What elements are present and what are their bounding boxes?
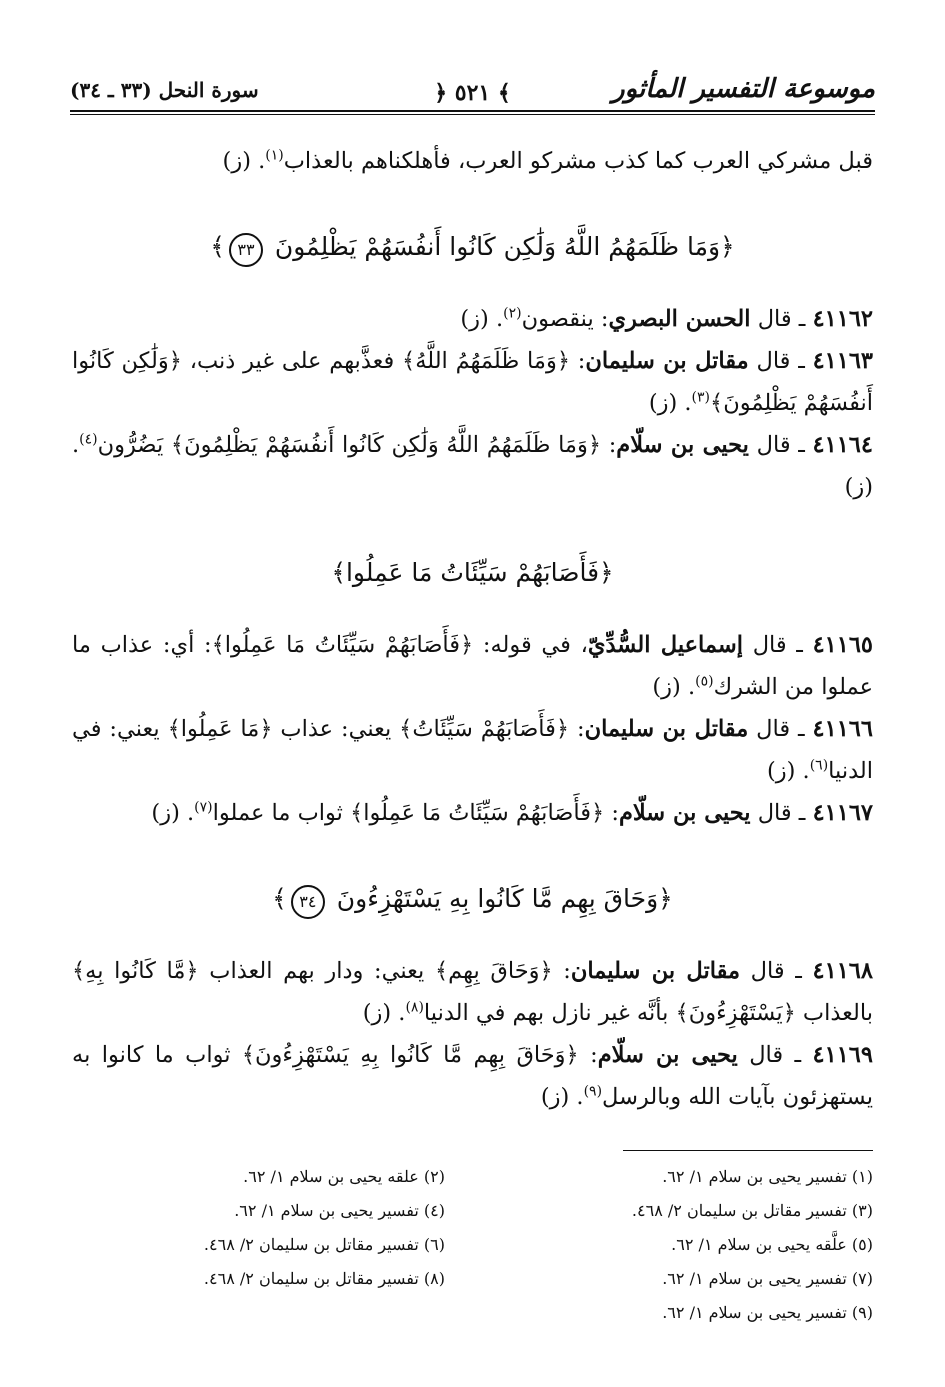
footnote-marker: (٤) [79, 431, 98, 448]
footnote-marker: (٣) [691, 389, 711, 406]
footnote-8: (٨) تفسير مقاتل بن سليمان ٢/ ٤٦٨. [203, 1269, 445, 1288]
ayah-number-badge: ٣٣ [229, 233, 263, 267]
intro-paragraph: قبل مشركي العرب كما كذب مشركو العرب، فأهلكناهم بالعذاب$^{(١)}$. (ز) [222, 147, 873, 174]
ayah-heading-fa-asabahum: ﴿فَأَصَابَهُمْ سَيِّئَاتُ مَا عَمِلُوا﴾ [331, 558, 614, 587]
footnotes-right-column [493, 1160, 873, 1330]
footnote-2: (٢) علقه يحيى بن سلام ١/ ٦٢. [243, 1167, 445, 1186]
ayah-number-badge: ٣٤ [291, 885, 325, 919]
footnote-marker: (٢) [503, 305, 522, 322]
footnote-marker: (٧) [194, 799, 213, 816]
footnote-separator [623, 1150, 873, 1151]
narration-41168: ٤١١٦٨ ـ قال مقاتل بن سليمان: ﴿وَحَاقَ بِهِم﴾ يعني: ودار بهم العذاب ﴿مَّا كَانُوا بِهِ﴾ بالعذاب ﴿يَسْتَهْزِءُونَ﴾ بأنَّه غير نازل بهم في الدنيا$^{(٨)}$. (ز) [72, 958, 873, 1026]
narration-41169: ٤١١٦٩ ـ قال يحيى بن سلّام: ﴿وَحَاقَ بِهِم مَّا كَانُوا بِهِ يَسْتَهْزِءُونَ﴾ ثواب ما كانوا به يستهزئون بآيات الله وبالرسل$^{(٩)}$. (ز) [72, 1042, 873, 1110]
ayah-heading-34: ﴿وَحَاقَ بِهِم مَّا كَانُوا بِهِ يَسْتَهْزِءُونَ ٣٤﴾ [72, 878, 873, 920]
page-number: ﴾ ٥٢١ ﴿ [426, 80, 519, 106]
footnote-marker: (٦) [809, 757, 829, 774]
header-rule-thin [70, 114, 875, 115]
surah-label: سورة النحل (٣٣ ـ ٣٤) [70, 78, 259, 102]
narration-41166: ٤١١٦٦ ـ قال مقاتل بن سليمان: ﴿فَأَصَابَهُمْ سَيِّئَاتُ﴾ يعني: عذاب ﴿مَا عَمِلُوا﴾ يعني: في الدنيا$^{(٦)}$. (ز) [72, 716, 873, 784]
main-text [72, 140, 873, 1118]
narration-41162: ٤١١٦٢ ـ قال الحسن البصري: ينقصون$^{(٢)}$. (ز) [460, 305, 873, 332]
footnote-3: (٣) تفسير مقاتل بن سليمان ٢/ ٤٦٨. [631, 1201, 873, 1220]
footnote-marker: (٩) [583, 1083, 603, 1100]
ayah-heading-33: ﴿وَمَا ظَلَمَهُمُ اللَّهُ وَلَٰكِن كَانُوا أَنفُسَهُمْ يَظْلِمُونَ ٣٣﴾ [72, 226, 873, 268]
book-title: موسوعة التفسير المأثور [612, 74, 875, 104]
footnotes-left-column [85, 1160, 445, 1296]
footnote-marker: (٥) [695, 673, 714, 690]
footnote-1: (١) تفسير يحيى بن سلام ١/ ٦٢. [662, 1167, 873, 1186]
footnote-7: (٧) تفسير يحيى بن سلام ١/ ٦٢. [662, 1269, 873, 1288]
header-rule [70, 110, 875, 112]
footnote-4: (٤) تفسير يحيى بن سلام ١/ ٦٢. [234, 1201, 445, 1220]
footnote-marker: (٨) [405, 999, 424, 1016]
narration-41164: ٤١١٦٤ ـ قال يحيى بن سلّام: ﴿وَمَا ظَلَمَهُمُ اللَّهُ وَلَٰكِن كَانُوا أَنفُسَهُمْ يَظْلِمُونَ﴾ يَضُرُّون$^{(٤)}$. (ز) [72, 431, 873, 500]
narration-41165: ٤١١٦٥ ـ قال إسماعيل السُّدِّيّ، في قوله: ﴿فَأَصَابَهُمْ سَيِّئَاتُ مَا عَمِلُوا﴾: أي: عذاب ما عملوا من الشرك$^{(٥)}$. (ز) [72, 632, 873, 700]
narration-41167: ٤١١٦٧ ـ قال يحيى بن سلّام: ﴿فَأَصَابَهُمْ سَيِّئَاتُ مَا عَمِلُوا﴾ ثواب ما عملوا$^{(٧)}$. (ز) [151, 799, 873, 826]
narration-41163: ٤١١٦٣ ـ قال مقاتل بن سليمان: ﴿وَمَا ظَلَمَهُمُ اللَّهُ﴾ فعذَّبهم على غير ذنب، ﴿وَلَٰكِن كَانُوا أَنفُسَهُمْ يَظْلِمُونَ﴾$^{(٣)}$. (ز) [72, 348, 873, 416]
footnote-9: (٩) تفسير يحيى بن سلام ١/ ٦٢. [662, 1303, 873, 1322]
footnote-5: (٥) علَّقه يحيى بن سلام ١/ ٦٢. [671, 1235, 873, 1254]
footnote-6: (٦) تفسير مقاتل بن سليمان ٢/ ٤٦٨. [203, 1235, 445, 1254]
footnote-marker: (١) [265, 147, 284, 164]
page-header [70, 70, 875, 120]
